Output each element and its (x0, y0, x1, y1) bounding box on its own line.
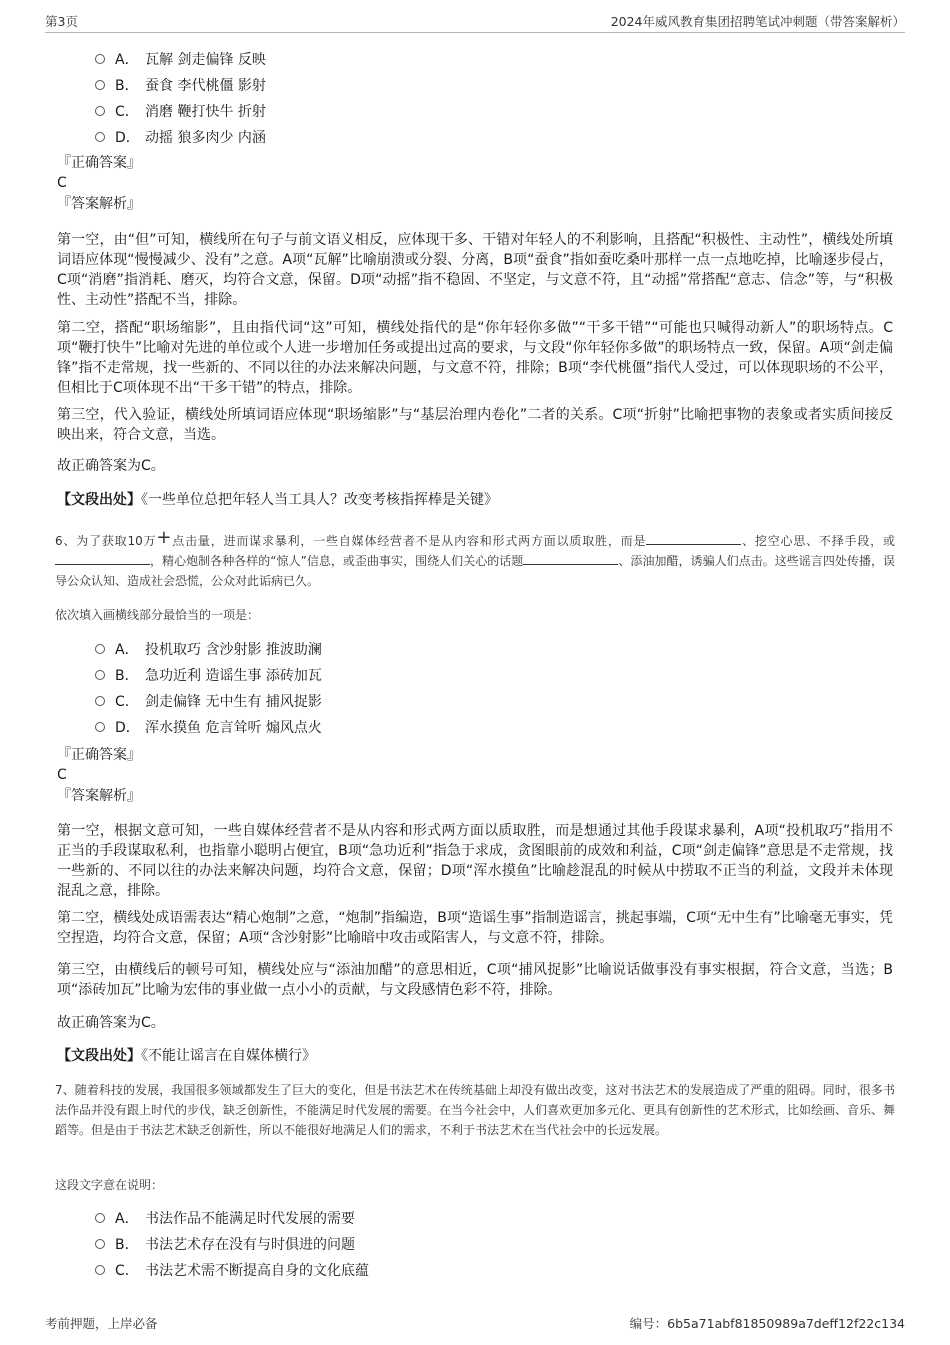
radio-icon[interactable] (95, 80, 105, 90)
q7-prompt: 这段文字意在说明： (55, 1178, 164, 1192)
q6-option-d[interactable]: D． 浑水摸鱼 危言耸听 煽风点火 (95, 715, 322, 741)
blank-2 (55, 552, 150, 565)
radio-icon[interactable] (95, 1213, 105, 1223)
radio-icon[interactable] (95, 1239, 105, 1249)
q7-option-a[interactable]: A． 书法作品不能满足时代发展的需要 (95, 1206, 369, 1232)
radio-icon[interactable] (95, 670, 105, 680)
q5-option-b[interactable]: B． 蚕食 李代桃僵 影射 (95, 73, 266, 99)
q6-option-a[interactable]: A． 投机取巧 含沙射影 推波助澜 (95, 637, 322, 663)
radio-icon[interactable] (95, 106, 105, 116)
q5-answer: C (57, 175, 67, 191)
q5-analysis-3: 第三空，代入验证，横线处所填词语应体现“职场缩影”与“基层治理内卷化”二者的关系。C项“折射”比喻把事物的表象或者实质间接反映出来，符合文意，当选。 (57, 407, 893, 443)
q6-question-text: 6、为了获取10万+点击量，进而谋求暴利，一些自媒体经营者不是从内容和形式两方面以质取胜，而是 、挖空心思、不择手段，或，精心炮制各种各样的“惊人”信息，或歪曲事实，围绕人们关心的话题 、添油加醋，诱骗人们点击。这些谣言四处传播，误导公众认知、造成社会恐慌，公众对此诟病已久。 (55, 527, 895, 588)
radio-icon[interactable] (95, 644, 105, 654)
radio-icon[interactable] (95, 1265, 105, 1275)
q6-analysis-3: 第三空，由横线后的顿号可知，横线处应与“添油加醋”的意思相近，C项“捕风捉影”比喻说话做事没有事实根据，符合文意，当选；B项“添砖加瓦”比喻为宏伟的事业做一点小小的贡献，与文段感情色彩不符，排除。 (57, 962, 893, 998)
q5-analysis-label: 『答案解析』 (57, 196, 141, 212)
q5-analysis-1: 第一空，由“但”可知，横线所在句子与前文语义相反，应体现干多、干错对年轻人的不利影响，且搭配“积极性、主动性”，横线处所填词语应体现“慢慢减少、没有”之意。A项“瓦解”比喻崩溃或分裂、分离，B项“蚕食”指如蚕吃桑叶那样一点一点地吃掉，比喻逐步侵占，C项“消磨”指消耗、磨灭，均符合文意，保留。D项“动摇”指不稳固、不坚定，与文意不符，且“动摇”常搭配“意志、信念”等，与“积极性、主动性”搭配不当，排除。 (57, 232, 893, 308)
radio-icon[interactable] (95, 132, 105, 142)
q7-option-c[interactable]: C． 书法艺术需不断提高自身的文化底蕴 (95, 1258, 369, 1284)
q6-options (95, 637, 322, 741)
radio-icon[interactable] (95, 722, 105, 732)
q6-analysis-conclusion: 故正确答案为C。 (57, 1015, 165, 1031)
page-number: 第3页 (45, 14, 78, 29)
q6-answer-label: 『正确答案』 (57, 747, 141, 763)
q6-answer: C (57, 767, 67, 783)
q6-analysis-2: 第二空，横线处成语需表达“精心炮制”之意，“炮制”指编造，B项“造谣生事”指制造谣言，挑起事端，C项“无中生有”比喻毫无事实，凭空捏造，均符合文意，保留；A项“含沙射影”比喻暗中攻击或陷害人，与文意不符，排除。 (57, 910, 893, 946)
q6-option-c[interactable]: C． 剑走偏锋 无中生有 捕风捉影 (95, 689, 322, 715)
q5-option-c[interactable]: C． 消磨 鞭打快牛 折射 (95, 99, 266, 125)
q5-analysis-conclusion: 故正确答案为C。 (57, 458, 165, 474)
q6-analysis-1: 第一空，根据文意可知，一些自媒体经营者不是从内容和形式两方面以质取胜，而是想通过其他手段谋求暴利，A项“投机取巧”指用不正当的手段谋取私利，也指靠小聪明占便宜，B项“急功近利”指急于求成，贪图眼前的成效和利益，C项“剑走偏锋”意思是不走常规，找一些新的、不同以往的办法来解决问题，均符合文意，保留；D项“浑水摸鱼”比喻趁混乱的时候从中捞取不正当的利益，文段并未体现混乱之意，排除。 (57, 823, 893, 899)
page-header (45, 10, 905, 33)
q5-source: 【文段出处】《一些单位总把年轻人当工具人？改变考核指挥棒是关键》 (57, 492, 498, 508)
q7-option-b[interactable]: B． 书法艺术存在没有与时俱进的问题 (95, 1232, 369, 1258)
q7-options (95, 1206, 369, 1284)
q5-analysis-2: 第二空，搭配“职场缩影”，且由指代词“这”可知，横线处指代的是“你年轻你多做”“干多干错”“可能也只喊得动新人”的职场特点。C项“鞭打快牛”比喻对先进的单位或个人进一步增加任务或提出过高的要求，与文段“你年轻你多做”的职场特点一致，保留。A项“剑走偏锋”指不走常规，找一些新的、不同以往的办法来解决问题，与文意不符，排除；B项“李代桃僵”指代人受过，可以体现职场的不公平，但相比于C项体现不出“干多干错”的特点，排除。 (57, 320, 893, 396)
radio-icon[interactable] (95, 696, 105, 706)
q6-source: 【文段出处】《不能让谣言在自媒体横行》 (57, 1048, 316, 1064)
q6-prompt: 依次填入画横线部分最恰当的一项是： (55, 608, 260, 622)
page-footer (45, 1314, 905, 1332)
document-code: 编号：6b5a71abf81850989a7deff12f22c134 (629, 1316, 905, 1331)
footer-slogan: 考前押题，上岸必备 (45, 1316, 158, 1331)
radio-icon[interactable] (95, 54, 105, 64)
q5-option-a[interactable]: A． 瓦解 剑走偏锋 反映 (95, 47, 266, 73)
q5-options (95, 47, 266, 151)
q5-answer-label: 『正确答案』 (57, 155, 141, 171)
document-title: 2024年威风教育集团招聘笔试冲刺题（带答案解析） (610, 14, 905, 29)
q6-option-b[interactable]: B． 急功近利 造谣生事 添砖加瓦 (95, 663, 322, 689)
q6-analysis-label: 『答案解析』 (57, 788, 141, 804)
blank-3 (523, 552, 618, 565)
q7-question-text: 7、随着科技的发展，我国很多领域都发生了巨大的变化，但是书法艺术在传统基础上却没有做出改变，这对书法艺术的发展造成了严重的阻碍。同时，很多书法作品并没有跟上时代的步伐，缺乏创新性，不能满足时代发展的需要。在当今社会中，人们喜欢更加多元化、更具有创新性的艺术形式，比如绘画、音乐、舞蹈等。但是由于书法艺术缺乏创新性，所以不能很好地满足人们的需求，不利于书法艺术在当代社会中的长远发展。 (55, 1083, 896, 1137)
blank-1 (646, 532, 741, 545)
q5-option-d[interactable]: D． 动摇 狼多肉少 内涵 (95, 125, 266, 151)
